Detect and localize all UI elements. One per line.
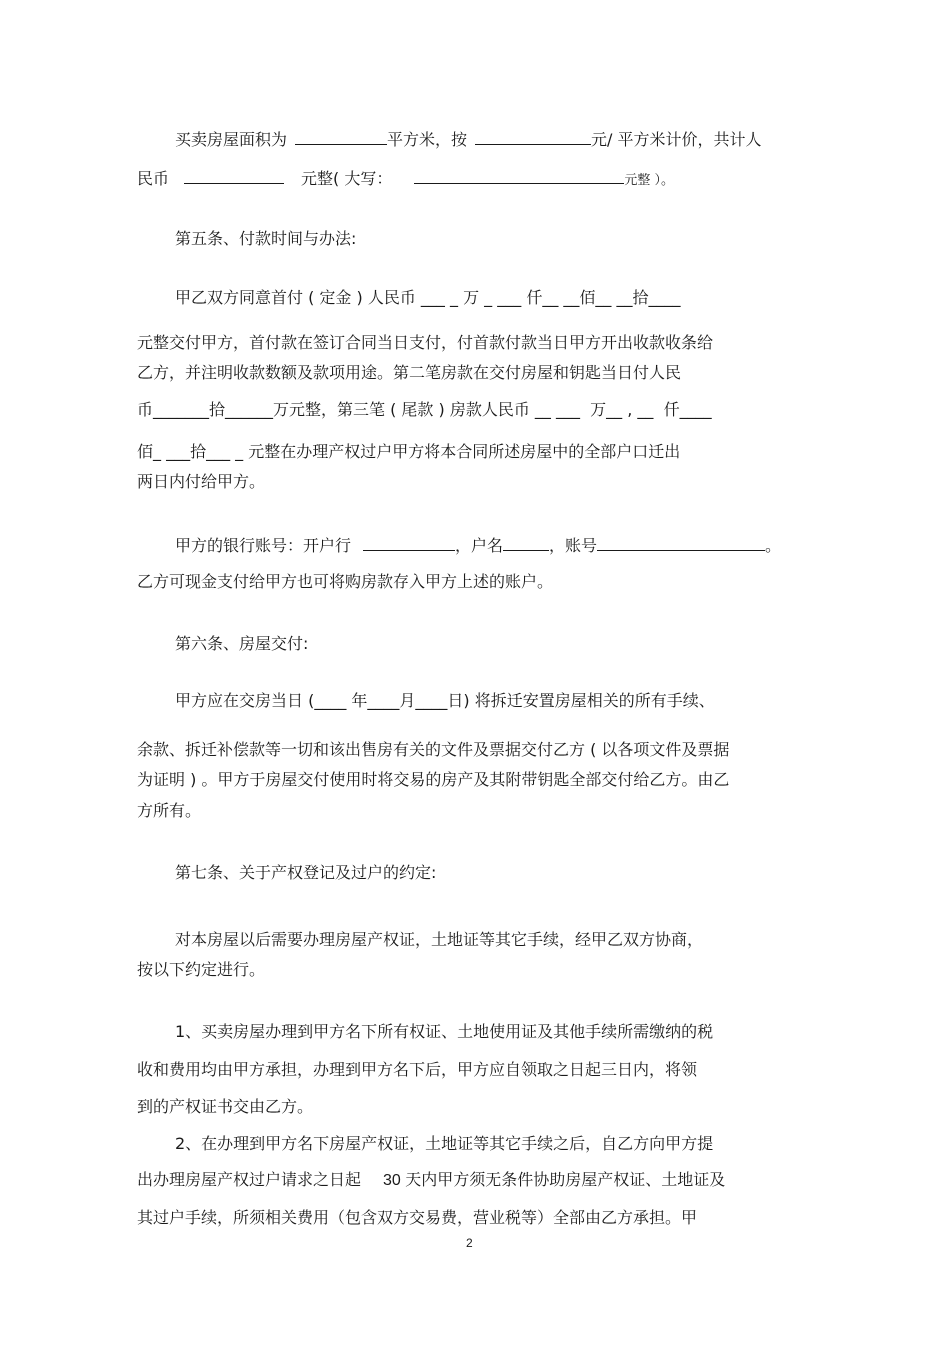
article-6-title: 第六条、房屋交付: [175, 634, 309, 653]
account-name-blank [503, 534, 549, 551]
bank-line-2: 乙方可现金支付给甲方也可将购房款存入甲方上述的账户。 [137, 572, 554, 591]
payment-line-4: 币_______拾______万元整，第三笔 ( 尾款 ) 房款人民币 __ ___ 万__ , __ 仟____ [137, 400, 712, 419]
delivery-line-3: 为证明 ) 。甲方于房屋交付使用时将交易的房产及其附带钥匙全部交付给乙方。由乙 [137, 770, 730, 789]
account-name-label: ，户名 [455, 536, 504, 555]
account-number-label: ，账号 [549, 536, 598, 555]
area-line-2 [137, 167, 674, 189]
area-blank [295, 128, 387, 145]
registration-intro-2: 按以下约定进行。 [137, 960, 266, 979]
clause-2-line-3: 其过户手续，所须相关费用（包含双方交易费，营业税等）全部由乙方承担。甲 [137, 1208, 698, 1227]
total-amount-blank [184, 167, 284, 184]
payment-line-3: 乙方，并注明收款数额及款项用途。第二笔房款在交付房屋和钥匙当日付人民 [137, 363, 682, 382]
bank-line-1 [175, 534, 781, 556]
payment-line-6: 两日内付给甲方。 [137, 472, 266, 491]
area-line-1 [175, 128, 762, 150]
clause-2-line-1: 2、在办理到甲方名下房屋产权证，土地证等其它手续之后，自乙方向甲方提 [175, 1134, 714, 1153]
article-7-title: 第七条、关于产权登记及过户的约定: [175, 863, 437, 882]
payment-line-1: 甲乙双方同意首付 ( 定金 ) 人民币 ___ _ 万 _ ___ 仟__ __佰__ __拾____ [175, 288, 681, 307]
rmb-label: 民币 [137, 169, 170, 188]
total-capital-suffix: 元整 ）。 [624, 173, 674, 188]
account-number-blank [597, 534, 765, 551]
bank-line-end: 。 [765, 536, 782, 555]
registration-intro-1: 对本房屋以后需要办理房屋产权证，土地证等其它手续，经甲乙双方协商， [175, 930, 704, 949]
article-5-title: 第五条、付款时间与办法: [175, 229, 357, 248]
page-number: 2 [466, 1236, 473, 1250]
payment-line-2: 元整交付甲方，首付款在签订合同当日支付，付首款付款当日甲方开出收款收条给 [137, 333, 714, 352]
unit-price-label: 元/ 平方米计价，共计人 [591, 130, 762, 149]
area-unit-label: 平方米，按 [387, 130, 468, 149]
clause-2-line-2-end: 30 天内甲方须无条件协助房屋产权证、土地证及 [383, 1172, 726, 1189]
delivery-line-1: 甲方应在交房当日 (____ 年____月____日) 将拆迁安置房屋相关的所有手续、 [175, 691, 715, 710]
area-label: 买卖房屋面积为 [175, 130, 288, 149]
clause-1-line-1: 1、买卖房屋办理到甲方名下所有权证、土地使用证及其他手续所需缴纳的税 [175, 1022, 714, 1041]
clause-1-line-2: 收和费用均由甲方承担，办理到甲方名下后，甲方应自领取之日起三日内，将领 [137, 1060, 698, 1079]
clause-1-line-3: 到的产权证书交由乙方。 [137, 1097, 314, 1116]
unit-price-blank [475, 128, 591, 145]
payment-line-5: 佰_ ___拾___ _ 元整在办理产权过户甲方将本合同所述房屋中的全部户口迁出 [137, 442, 681, 461]
clause-2-line-2-start: 出办理房屋产权过户请求之日起 [137, 1170, 362, 1189]
total-capital-blank [414, 167, 624, 184]
bank-label: 甲方的银行账号：开户行 [175, 536, 352, 555]
delivery-line-4: 方所有。 [137, 801, 202, 820]
total-capital-label: 元整( 大写： [301, 169, 393, 188]
clause-2-line-2 [137, 1170, 725, 1192]
bank-name-blank [363, 534, 455, 551]
delivery-line-2: 余款、拆迁补偿款等一切和该出售房有关的文件及票据交付乙方 ( 以各项文件及票据 [137, 740, 730, 759]
